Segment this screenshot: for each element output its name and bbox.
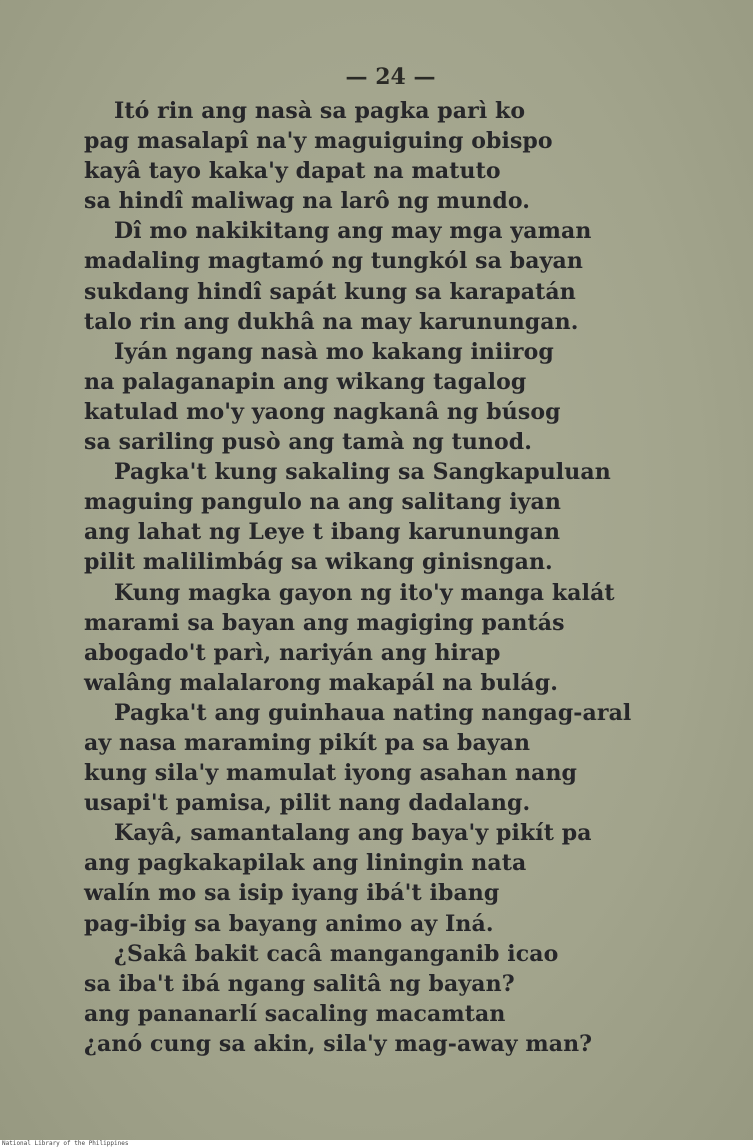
poem-line: Dî mo nakikitang ang may mga yaman <box>114 218 592 245</box>
poem-line: sa sariling pusò ang tamà ng tunod. <box>84 429 533 456</box>
poem-line: katulad mo'y yaong nagkanâ ng búsog <box>84 398 561 425</box>
poem-line: pag-ibig sa bayang animo ay Iná. <box>84 910 494 937</box>
stanza <box>84 337 684 457</box>
poem-line: kung sila'y mamulat iyong asahan nang <box>84 760 578 787</box>
stanza <box>84 216 684 336</box>
poem-line: madaling magtamó ng tungkól sa bayan <box>84 248 583 275</box>
poem-line: na palaganapin ang wikang tagalog <box>84 368 527 395</box>
poem-line: ang pananarlí sacaling macamtan <box>84 1000 506 1027</box>
poem-line: walâng malalarong makapál na bulág. <box>84 669 559 696</box>
poem-line: talo rin ang dukhâ na may karunungan. <box>84 308 579 335</box>
stanza <box>84 578 684 698</box>
poem-line: abogado't parì, nariyán ang hirap <box>84 639 501 666</box>
page-number: — 24 — <box>345 64 436 90</box>
poem-line: sa iba't ibá ngang salitâ ng bayan? <box>84 970 515 997</box>
poem-line: Pagka't ang guinhaua nating nangag-aral <box>114 699 632 726</box>
poem-line: sa hindî maliwag na larô ng mundo. <box>84 188 531 215</box>
stanza <box>84 698 684 818</box>
poem-line: marami sa bayan ang magiging pantás <box>84 609 565 636</box>
poem-line: usapi't pamisa, pilit nang dadalang. <box>84 790 531 817</box>
poem-line: Kayâ, samantalang ang baya'y pikít pa <box>114 820 592 847</box>
poem-line: ¿anó cung sa akin, sila'y mag-away man? <box>84 1030 593 1057</box>
poem-line: maguing pangulo na ang salitang iyan <box>84 489 562 516</box>
poem-line: kayâ tayo kaka'y dapat na matuto <box>84 158 501 185</box>
poem-line: pag masalapî na'y maguiguing obispo <box>84 128 553 155</box>
stanza <box>84 96 684 216</box>
poem-line: Pagka't kung sakaling sa Sangkapuluan <box>114 459 611 486</box>
stanza <box>84 818 684 938</box>
poem-line: ang lahat ng Leye t ibang karunungan <box>84 519 561 546</box>
poem <box>84 96 684 1059</box>
poem-line: pilit malilimbág sa wikang ginisngan. <box>84 549 553 576</box>
poem-line: ay nasa maraming pikít pa sa bayan <box>84 729 531 756</box>
source-footer: National Library of the Philippines <box>2 1140 129 1147</box>
poem-line: ang pagkakapilak ang liningin nata <box>84 850 527 877</box>
poem-line: ¿Sakâ bakit cacâ manganganib icao <box>114 940 559 967</box>
poem-line: walín mo sa isip iyang ibá't ibang <box>84 880 500 907</box>
stanza <box>84 457 684 577</box>
stanza <box>84 939 684 1059</box>
poem-line: Kung magka gayon ng ito'y manga kalát <box>114 579 615 606</box>
poem-line: Itó rin ang nasà sa pagka parì ko <box>114 98 526 124</box>
poem-line: Iyán ngang nasà mo kakang iniirog <box>114 338 554 365</box>
poem-line: sukdang hindî sapát kung sa karapatán <box>84 278 576 305</box>
